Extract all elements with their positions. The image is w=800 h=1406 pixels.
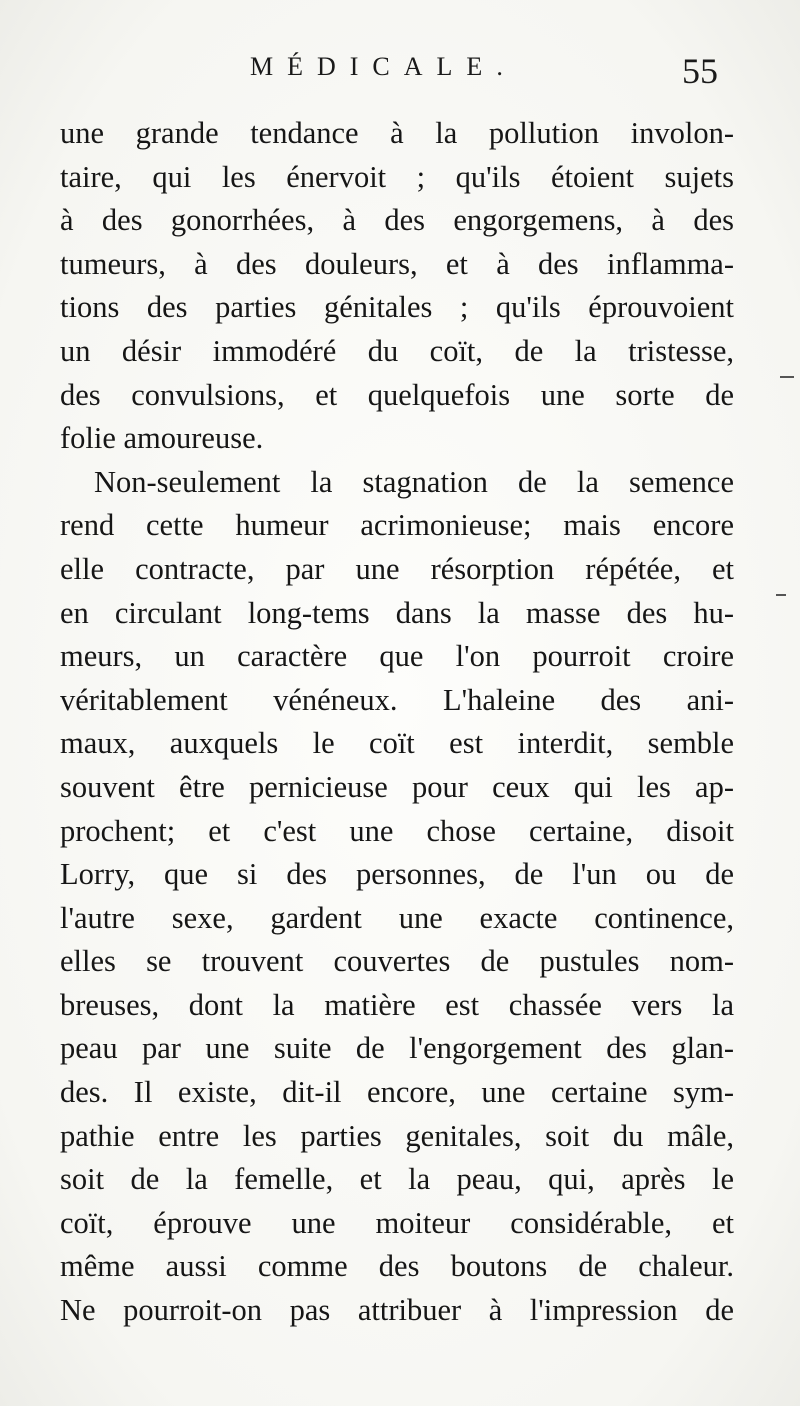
text-line: véritablement vénéneux. L'haleine des ani-	[60, 682, 734, 717]
text-line: en circulant long-tems dans la masse des hu-	[60, 595, 734, 630]
text-line: prochent; et c'est une chose certaine, disoit	[60, 813, 734, 848]
paragraph-first-line: Non-seulement la stagnation de la semence	[94, 464, 734, 499]
text-line: pathie entre les parties genitales, soit du mâle,	[60, 1118, 734, 1153]
text-line: Lorry, que si des personnes, de l'un ou de	[60, 857, 734, 892]
margin-mark	[776, 594, 786, 596]
text-line: Ne pourroit-on pas attribuer à l'impression de	[60, 1293, 734, 1328]
text-line: l'autre sexe, gardent une exacte continence,	[60, 900, 734, 935]
page-number: 55	[682, 51, 718, 91]
text-line: à des gonorrhées, à des engorgemens, à des	[60, 203, 734, 238]
text-line: folie amoureuse.	[60, 421, 264, 456]
text-line: des convulsions, et quelquefois une sorte de	[60, 377, 734, 412]
text-line: coït, éprouve une moiteur considérable, et	[60, 1205, 734, 1240]
text-line: un désir immodéré du coït, de la tristesse,	[60, 333, 734, 368]
text-line: rend cette humeur acrimonieuse; mais encore	[60, 508, 734, 543]
text-line: une grande tendance à la pollution involon-	[60, 116, 734, 150]
text-line: tumeurs, à des douleurs, et à des inflamma-	[60, 246, 734, 281]
text-line: des. Il existe, dit-il encore, une certaine sym-	[60, 1075, 734, 1110]
text-line: elle contracte, par une résorption répétée, et	[60, 551, 734, 586]
text-line: même aussi comme des boutons de chaleur.	[60, 1249, 734, 1284]
text-line: souvent être pernicieuse pour ceux qui les ap-	[60, 769, 734, 804]
text-line: soit de la femelle, et la peau, qui, après le	[60, 1162, 734, 1197]
text-line: meurs, un caractère que l'on pourroit croire	[60, 639, 734, 674]
text-line: taire, qui les énervoit ; qu'ils étoient sujets	[60, 159, 734, 194]
text-line: maux, auxquels le coït est interdit, semble	[60, 726, 734, 761]
running-head: MÉDICALE.	[250, 52, 517, 81]
text-line: elles se trouvent couvertes de pustules nom-	[60, 944, 734, 979]
body-text	[60, 112, 734, 1333]
text-line: breuses, dont la matière est chassée vers la	[60, 987, 734, 1022]
text-line: peau par une suite de l'engorgement des glan-	[60, 1031, 734, 1066]
text-line: tions des parties génitales ; qu'ils éprouvoient	[60, 290, 734, 325]
margin-mark	[780, 376, 794, 378]
